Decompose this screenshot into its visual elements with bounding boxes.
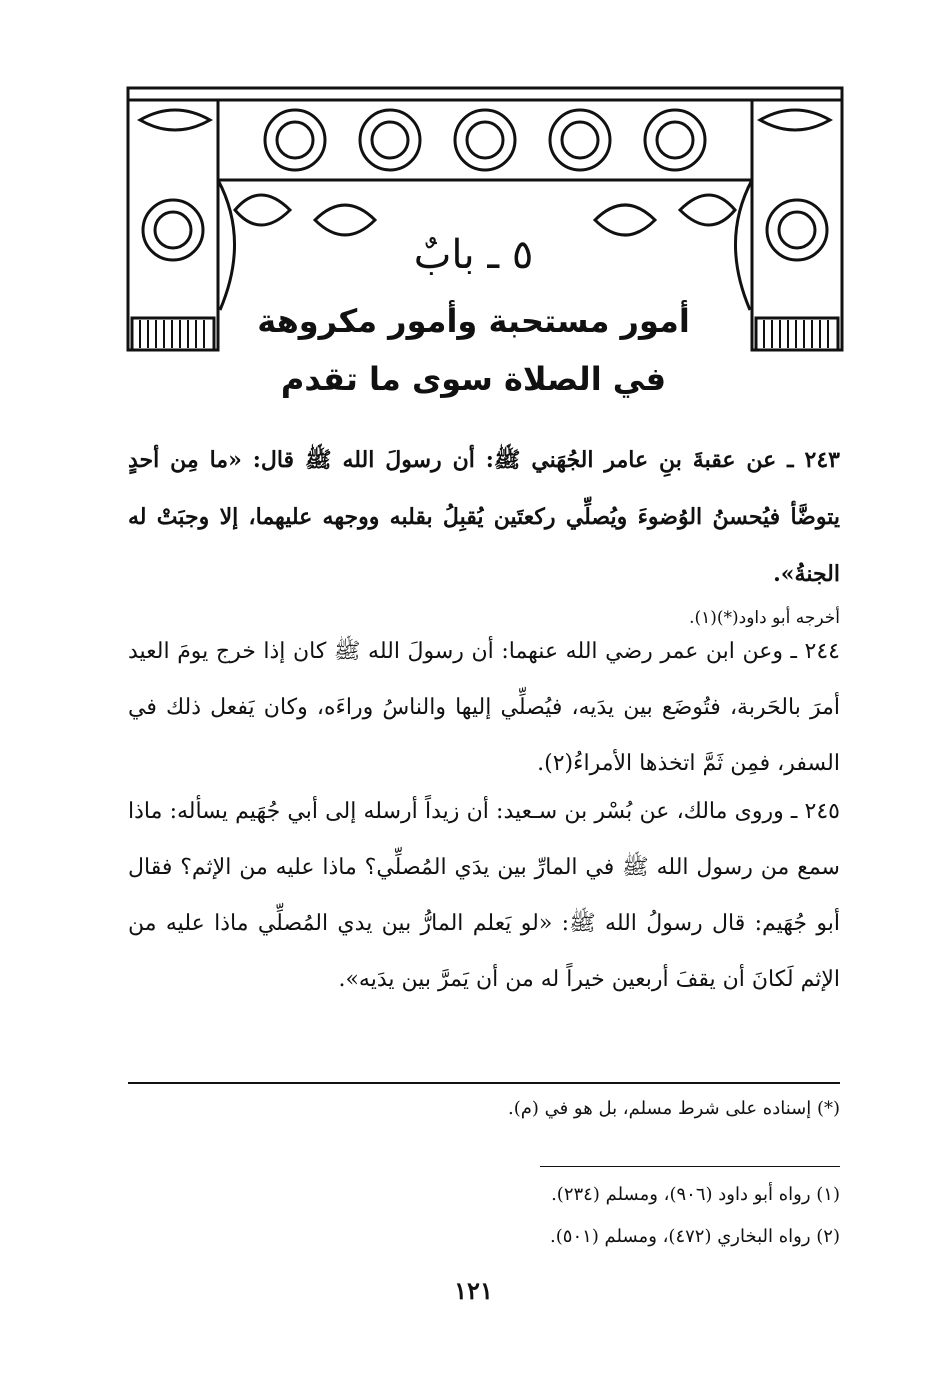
- hadith-text: ٢٤٣ ـ عن عقبةَ بنِ عامر الجُهَني ﷺ: أن رسولَ الله ﷺ قال: «ما مِن أحدٍ يتوضَّأ فيُحسنُ الوُضوءَ ويُصلِّي ركعتَين يُقبِلُ بقلبه ووجهه عليهما، إلا وجبَتْ له الجنةُ».: [128, 447, 840, 587]
- footnote-divider: [128, 1082, 840, 1084]
- chapter-title-line-1: أمور مستحبة وأمور مكروهة: [257, 302, 690, 340]
- hadith-245: [128, 784, 840, 1008]
- hadith-244: [128, 624, 840, 792]
- hadith-243: [128, 432, 840, 633]
- chapter-heading: ٥ ـ بابٌ: [413, 232, 534, 278]
- hadith-text: ٢٤٥ ـ وروى مالك، عن بُسْر بن سـعيد: أن زيداً أرسله إلى أبي جُهَيم يسأله: ماذا سمع من رسول الله ﷺ في المارِّ بين يدَي المُصلِّي؟ ماذا عليه من الإثم؟ فقال أبو جُهَيم: قال رسولُ الله ﷺ: «لو يَعلم المارُّ بين يدي المُصلِّي ماذا عليه من الإثم لَكانَ أن يقفَ أربعين خيراً له من أن يَمرَّ بين يدَيه».: [128, 799, 840, 992]
- footnote-short-divider: [540, 1166, 840, 1167]
- page-number: ١٢١: [454, 1276, 493, 1305]
- footnote-2: (٢) رواه البخاري (٤٧٢)، ومسلم (٥٠١).: [550, 1226, 840, 1247]
- chapter-title-line-2: في الصلاة سوى ما تقدم: [280, 360, 667, 398]
- hadith-text: ٢٤٤ ـ وعن ابن عمر رضي الله عنهما: أن رسولَ الله ﷺ كان إذا خرج يومَ العيد أمرَ بالحَربة، فتُوضَع بين يدَيه، فيُصلِّي إليها والناسُ وراءَه، وكان يَفعل ذلك في السفر، فمِن ثَمَّ اتخذها الأمراءُ(٢).: [128, 639, 840, 776]
- footnote-1: (١) رواه أبو داود (٩٠٦)، ومسلم (٢٣٤).: [551, 1184, 840, 1205]
- hadith-source-note: أخرجه أبو داود(*)(١).: [689, 608, 840, 628]
- footnote-star: (*) إسناده على شرط مسلم، بل هو في (م).: [507, 1098, 840, 1119]
